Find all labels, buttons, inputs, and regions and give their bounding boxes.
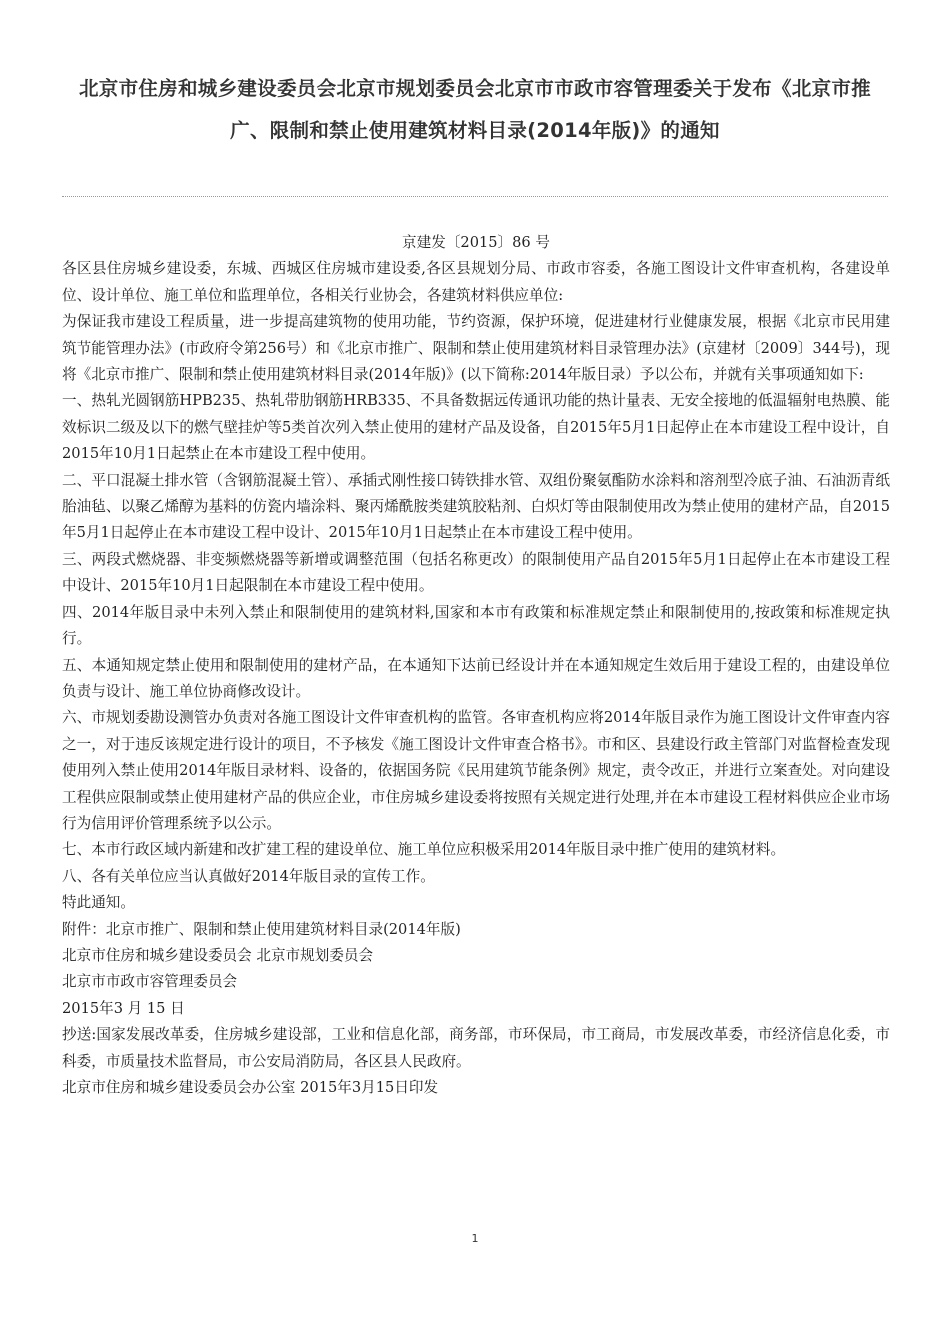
title-divider bbox=[62, 196, 888, 197]
clause-6: 六、市规划委勘设测管办负责对各施工图设计文件审查机构的监管。各审查机构应将2014年版目录作为施工图设计文件审查内容之一，对于违反该规定进行设计的项目，不予核发《施工图设计文件审查合格书》。市和区、县建设行政主管部门对监督检查发现使用列入禁止使用2014年版目录材料、设备的，依据国务院《民用建筑节能条例》规定，责令改正，并进行立案查处。对向建设工程供应限制或禁止使用建材产品的供应企业，市住房城乡建设委将按照有关规定进行处理,并在本市建设工程材料供应企业市场行为信用评价管理系统予以公示。 bbox=[62, 709, 890, 832]
clause-7: 七、本市行政区域内新建和改扩建工程的建设单位、施工单位应积极采用2014年版目录中推广使用的建筑材料。 bbox=[62, 841, 786, 859]
closing-notice: 特此通知。 bbox=[62, 894, 135, 912]
preamble-paragraph: 为保证我市建设工程质量，进一步提高建筑物的使用功能，节约资源，保护环境，促进建材行业健康发展，根据《北京市民用建筑节能管理办法》(市政府令第256号）和《北京市推广、限制和禁止使用建筑材料目录管理办法》(京建材〔2009〕344号)，现将《北京市推广、限制和禁止使用建筑材料目录(2014年版)》(以下简称:2014年版目录）予以公布，并就有关事项通知如下: bbox=[62, 313, 890, 384]
clause-8: 八、各有关单位应当认真做好2014年版目录的宣传工作。 bbox=[62, 867, 435, 885]
addressees: 各区县住房城乡建设委，东城、西城区住房城市建设委,各区县规划分局、市政市容委，各施工图设计文件审查机构，各建设单位、设计单位、施工单位和监理单位，各相关行业协会，各建筑材料供应单位: bbox=[62, 260, 890, 304]
document-title: 北京市住房和城乡建设委员会北京市规划委员会北京市市政市容管理委关于发布《北京市推广、限制和禁止使用建筑材料目录(2014年版)》的通知 bbox=[78, 77, 871, 142]
clause-1: 一、热轧光圆钢筋HPB235、热轧带肋钢筋HRB335、不具备数据远传通讯功能的热计量表、无安全接地的低温辐射电热膜、能效标识二级及以下的燃气壁挂炉等5类首次列入禁止使用的建材产品及设备，自2015年5月1日起停止在本市建设工程中设计，自2015年10月1日起禁止在本市建设工程中使用。 bbox=[62, 392, 890, 463]
clause-4: 四、2014年版目录中未列入禁止和限制使用的建筑材料,国家和本市有政策和标准规定禁止和限制使用的,按政策和标准规定执行。 bbox=[62, 603, 890, 648]
clause-5: 五、本通知规定禁止使用和限制使用的建材产品，在本通知下达前已经设计并在本通知规定生效后用于建设工程的，由建设单位负责与设计、施工单位协商修改设计。 bbox=[62, 656, 890, 700]
issue-date: 2015年3 月 15 日 bbox=[62, 999, 185, 1017]
issuer-line-2: 北京市市政市容管理委员会 bbox=[62, 973, 238, 991]
document-number: 京建发〔2015〕86 号 bbox=[402, 234, 550, 251]
clause-3: 三、两段式燃烧器、非变频燃烧器等新增或调整范围（包括名称更改）的限制使用产品自2015年5月1日起停止在本市建设工程中设计、2015年10月1日起限制在本市建设工程中使用。 bbox=[62, 550, 890, 595]
issuer-line-1: 北京市住房和城乡建设委员会 北京市规划委员会 bbox=[62, 946, 374, 964]
clause-2: 二、平口混凝土排水管（含钢筋混凝土管）、承插式刚性接口铸铁排水管、双组份聚氨酯防水涂料和溶剂型冷底子油、石油沥青纸胎油毡、以聚乙烯醇为基料的仿瓷内墙涂料、聚丙烯酰胺类建筑胶粘剂、白炽灯等由限制使用改为禁止使用的建材产品，自2015年5月1日起停止在本市建设工程中设计、2015年10月1日起禁止在本市建设工程中使用。 bbox=[62, 471, 890, 542]
print-info: 北京市住房和城乡建设委员会办公室 2015年3月15日印发 bbox=[62, 1079, 439, 1096]
document-body bbox=[62, 230, 890, 1101]
page-number: 1 bbox=[471, 1232, 479, 1245]
attachment-line: 附件：北京市推广、限制和禁止使用建筑材料目录(2014年版) bbox=[62, 920, 461, 938]
cc-list: 抄送:国家发展改革委，住房城乡建设部，工业和信息化部，商务部，市环保局，市工商局，市发展改革委，市经济信息化委，市科委，市质量技术监督局，市公安局消防局，各区县人民政府。 bbox=[62, 1026, 890, 1070]
